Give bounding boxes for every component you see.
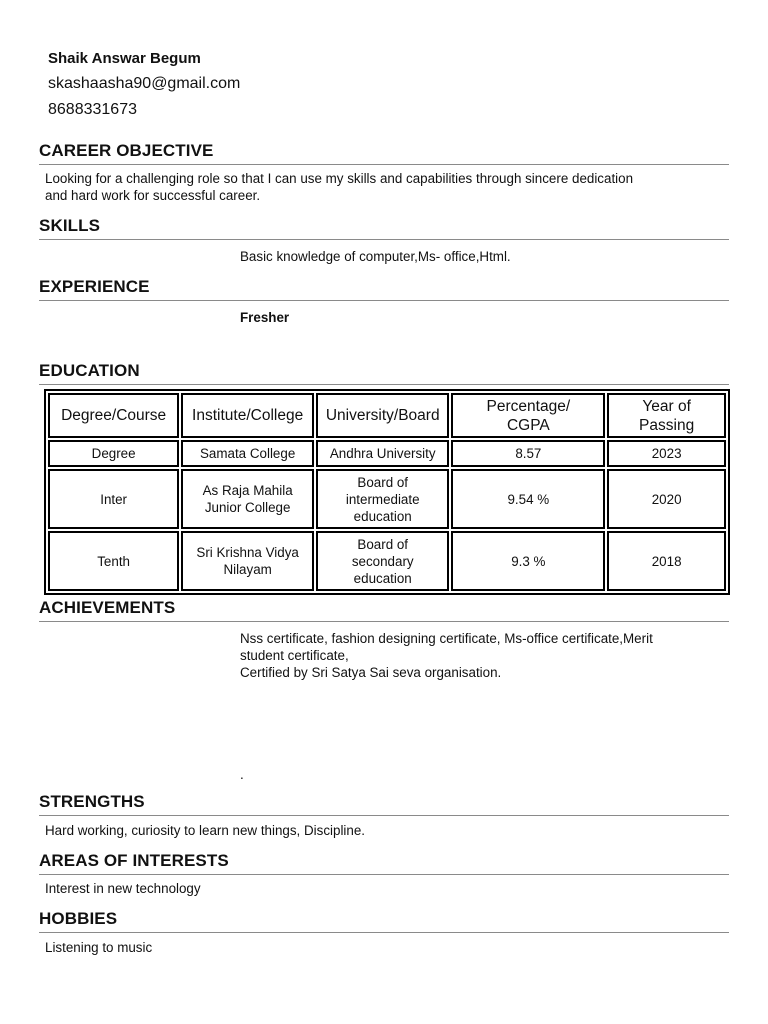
table-cell: Degree bbox=[48, 440, 179, 467]
table-cell: Sri Krishna Vidya Nilayam bbox=[181, 531, 314, 591]
career-objective-text bbox=[45, 170, 725, 204]
skills-heading: SKILLS bbox=[39, 216, 729, 240]
achievements-text bbox=[240, 630, 730, 681]
achievements-dot: . bbox=[240, 767, 244, 782]
table-cell: Board of secondary education bbox=[316, 531, 449, 591]
header-degree-course: Degree/Course bbox=[48, 393, 179, 438]
skills-text: Basic knowledge of computer,Ms- office,Html. bbox=[240, 249, 511, 264]
education-table-header-row bbox=[48, 393, 726, 438]
table-row bbox=[48, 469, 726, 529]
hobbies-text: Listening to music bbox=[45, 940, 153, 955]
achievements-line-2: student certificate, bbox=[240, 648, 349, 663]
career-objective-heading: CAREER OBJECTIVE bbox=[39, 141, 729, 165]
table-cell: Andhra University bbox=[316, 440, 449, 467]
strengths-text: Hard working, curiosity to learn new things, Discipline. bbox=[45, 823, 366, 838]
career-objective-line-2: and hard work for successful career. bbox=[45, 188, 261, 203]
table-cell: 2020 bbox=[607, 469, 726, 529]
candidate-name: Shaik Answar Begum bbox=[48, 50, 201, 67]
achievements-heading: ACHIEVEMENTS bbox=[39, 598, 729, 622]
education-table bbox=[44, 389, 730, 595]
candidate-phone: 8688331673 bbox=[48, 101, 137, 118]
table-cell: Samata College bbox=[181, 440, 314, 467]
experience-heading: EXPERIENCE bbox=[39, 277, 729, 301]
achievements-line-3: Certified by Sri Satya Sai seva organisation. bbox=[240, 665, 502, 680]
table-cell: 2023 bbox=[607, 440, 726, 467]
table-cell: 2018 bbox=[607, 531, 726, 591]
header-year-of-passing: Year of Passing bbox=[607, 393, 726, 438]
table-cell: As Raja Mahila Junior College bbox=[181, 469, 314, 529]
table-cell: Tenth bbox=[48, 531, 179, 591]
table-row bbox=[48, 440, 726, 467]
interests-heading: AREAS OF INTERESTS bbox=[39, 851, 729, 875]
table-cell: 9.3 % bbox=[451, 531, 605, 591]
header-institute-college: Institute/College bbox=[181, 393, 314, 438]
table-cell: 8.57 bbox=[451, 440, 605, 467]
table-row bbox=[48, 531, 726, 591]
career-objective-line-1: Looking for a challenging role so that I can use my skills and capabilities through sincere dedication bbox=[45, 171, 634, 186]
achievements-line-1: Nss certificate, fashion designing certificate, Ms-office certificate,Merit bbox=[240, 631, 653, 646]
education-heading: EDUCATION bbox=[39, 361, 729, 385]
table-cell: Board of intermediate education bbox=[316, 469, 449, 529]
hobbies-heading: HOBBIES bbox=[39, 909, 729, 933]
interests-text: Interest in new technology bbox=[45, 881, 201, 896]
table-cell: 9.54 % bbox=[451, 469, 605, 529]
header-percentage-cgpa: Percentage/ CGPA bbox=[451, 393, 605, 438]
strengths-heading: STRENGTHS bbox=[39, 792, 729, 816]
table-cell: Inter bbox=[48, 469, 179, 529]
header-university-board: University/Board bbox=[316, 393, 449, 438]
candidate-email: skashaasha90@gmail.com bbox=[48, 75, 241, 92]
experience-text: Fresher bbox=[240, 310, 290, 325]
